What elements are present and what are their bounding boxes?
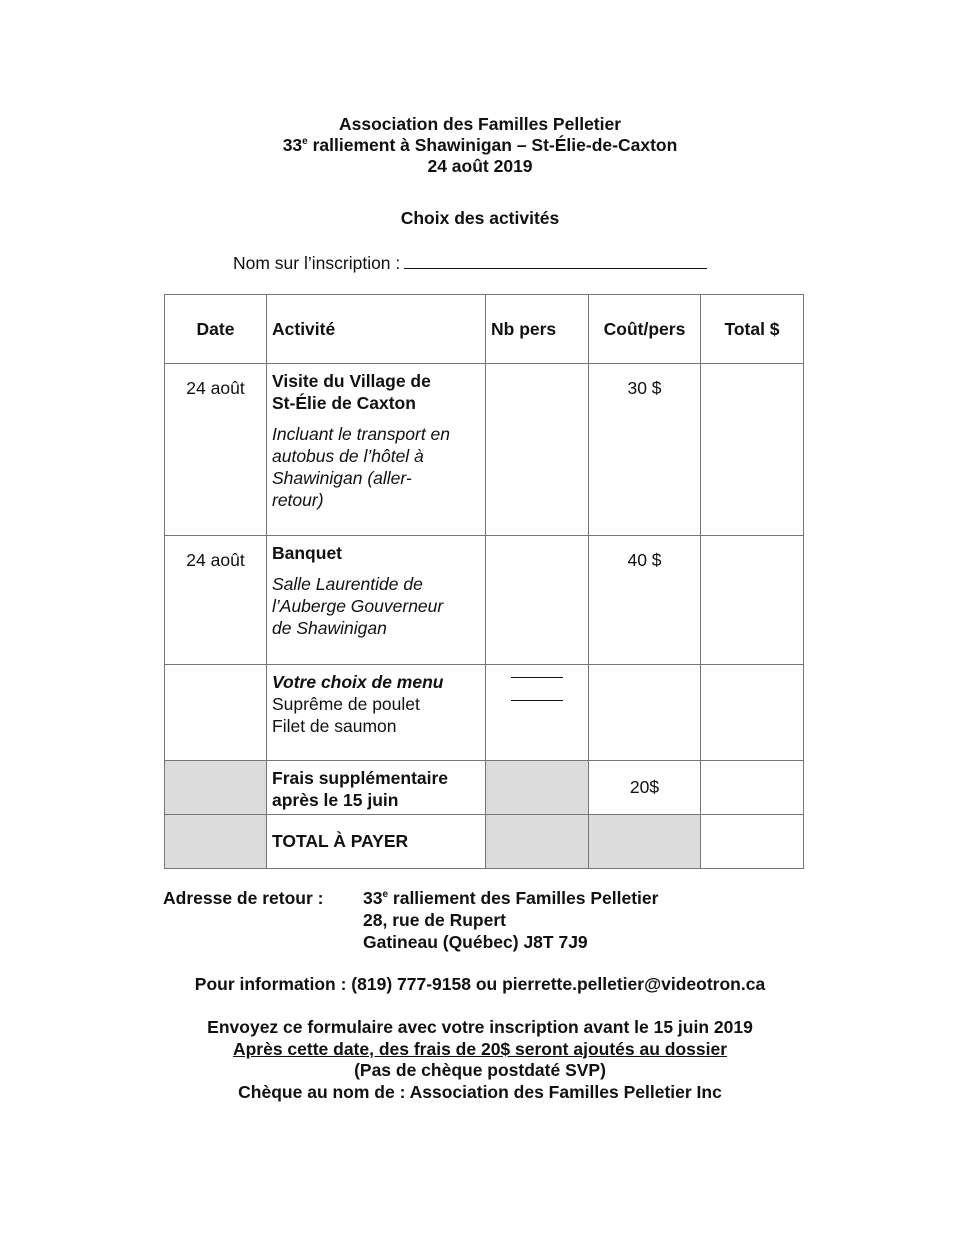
late-fee-line: Frais supplémentaire bbox=[272, 768, 449, 788]
header-total: Total $ bbox=[701, 295, 804, 364]
late-fee-line: après le 15 juin bbox=[272, 790, 399, 810]
header-date: Date bbox=[165, 295, 267, 364]
description-line: Incluant le transport en bbox=[272, 424, 451, 444]
address-rally-text: ralliement des Familles Pelletier bbox=[392, 888, 659, 908]
org-name: Association des Familles Pelletier bbox=[338, 114, 622, 134]
description-line: Salle Laurentide de bbox=[272, 574, 423, 594]
table-row-total bbox=[165, 815, 804, 869]
cell-total-input[interactable] bbox=[701, 761, 804, 815]
rally-text: ralliement à Shawinigan – St-Élie-de-Caxton bbox=[312, 135, 678, 155]
menu-option-chicken: Suprême de poulet bbox=[272, 694, 420, 714]
event-date: 24 août 2019 bbox=[427, 156, 533, 176]
document-header bbox=[0, 114, 960, 177]
cell-total-input[interactable] bbox=[701, 364, 804, 536]
cell-activity bbox=[267, 536, 486, 665]
name-field-input[interactable] bbox=[404, 252, 707, 269]
cell-nb-pers-shaded bbox=[486, 815, 589, 869]
cell-cost: 20$ bbox=[589, 761, 701, 815]
cell-cost-empty bbox=[589, 665, 701, 761]
description-line: l’Auberge Gouverneur bbox=[272, 596, 444, 616]
table-row-menu-choice bbox=[165, 665, 804, 761]
address-rally-suffix: e bbox=[382, 889, 389, 900]
table-header-row bbox=[165, 295, 804, 364]
header-activity: Activité bbox=[267, 295, 486, 364]
address-line-2: 28, rue de Rupert bbox=[363, 910, 506, 930]
cell-nb-pers-shaded bbox=[486, 761, 589, 815]
address-line-1 bbox=[363, 887, 658, 909]
menu-title: Votre choix de menu bbox=[272, 672, 444, 692]
rally-line bbox=[0, 135, 960, 156]
activity-title: Banquet bbox=[272, 543, 342, 563]
activities-table bbox=[164, 294, 804, 869]
table-row-village-visit bbox=[165, 364, 804, 536]
table-row-banquet bbox=[165, 536, 804, 665]
cell-total-input[interactable] bbox=[701, 536, 804, 665]
return-address-label: Adresse de retour : bbox=[163, 888, 324, 908]
cell-menu bbox=[267, 665, 486, 761]
description-line: de Shawinigan bbox=[272, 618, 387, 638]
cell-total-input[interactable] bbox=[701, 665, 804, 761]
table-row-late-fee bbox=[165, 761, 804, 815]
name-field-label: Nom sur l’inscription : bbox=[233, 253, 401, 273]
instruction-late-fee: Après cette date, des frais de 20$ seront ajoutés au dossier bbox=[232, 1038, 728, 1059]
address-line-3: Gatineau (Québec) J8T 7J9 bbox=[363, 932, 588, 952]
rally-suffix: e bbox=[302, 136, 308, 147]
instruction-no-postdated: (Pas de chèque postdaté SVP) bbox=[354, 1060, 606, 1080]
description-line: autobus de l’hôtel à bbox=[272, 446, 424, 466]
rally-number: 33 bbox=[282, 135, 303, 155]
grand-total-input[interactable] bbox=[701, 815, 804, 869]
chicken-quantity-blank[interactable] bbox=[511, 665, 563, 678]
instructions bbox=[0, 1017, 960, 1103]
activity-description bbox=[272, 573, 485, 639]
instruction-deadline: Envoyez ce formulaire avec votre inscription avant le 15 juin 2019 bbox=[207, 1017, 753, 1037]
cell-date-shaded bbox=[165, 815, 267, 869]
activity-title bbox=[272, 370, 485, 414]
cell-date-empty bbox=[165, 665, 267, 761]
menu-option-salmon: Filet de saumon bbox=[272, 716, 397, 736]
return-address-lines bbox=[363, 887, 658, 953]
cell-menu-quantities bbox=[486, 665, 589, 761]
description-line: Shawinigan (aller- bbox=[272, 468, 412, 488]
activity-title-line: Visite du Village de bbox=[272, 371, 431, 391]
cell-nb-pers-input[interactable] bbox=[486, 364, 589, 536]
cell-cost: 40 $ bbox=[589, 536, 701, 665]
header-nb-pers: Nb pers bbox=[486, 295, 589, 364]
cell-cost-shaded bbox=[589, 815, 701, 869]
page-subtitle: Choix des activités bbox=[400, 208, 560, 228]
cell-cost: 30 $ bbox=[589, 364, 701, 536]
cell-activity bbox=[267, 761, 486, 815]
cell-date-shaded bbox=[165, 761, 267, 815]
cell-date: 24 août bbox=[165, 364, 267, 536]
cell-nb-pers-input[interactable] bbox=[486, 536, 589, 665]
cell-activity bbox=[267, 364, 486, 536]
activity-description bbox=[272, 423, 485, 511]
contact-info: Pour information : (819) 777-9158 ou pierrette.pelletier@videotron.ca bbox=[194, 974, 766, 994]
address-rally-number: 33 bbox=[363, 888, 383, 908]
instruction-payee: Chèque au nom de : Association des Familles Pelletier Inc bbox=[238, 1081, 722, 1102]
header-cost-per-person: Coût/pers bbox=[589, 295, 701, 364]
activity-title-line: St-Élie de Caxton bbox=[272, 393, 416, 413]
total-label: TOTAL À PAYER bbox=[267, 815, 486, 869]
salmon-quantity-blank[interactable] bbox=[511, 688, 563, 701]
description-line: retour) bbox=[272, 490, 324, 510]
name-field-row bbox=[233, 252, 707, 274]
cell-date: 24 août bbox=[165, 536, 267, 665]
